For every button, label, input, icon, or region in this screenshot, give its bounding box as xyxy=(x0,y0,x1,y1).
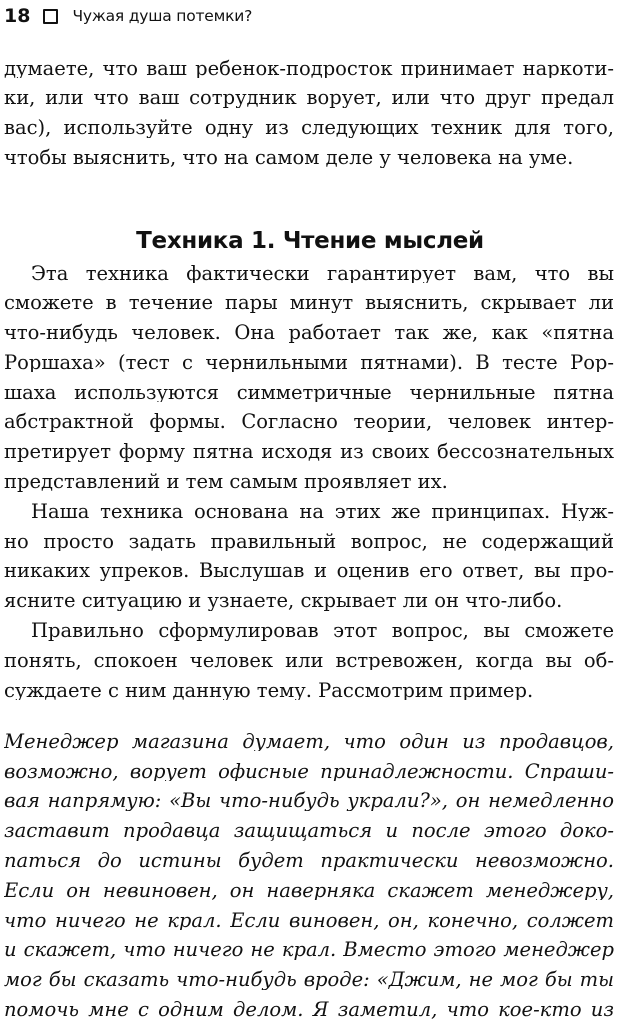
paragraph-1-line: что-нибудь человек. Она работает так же, как «пятна xyxy=(4,323,614,343)
paragraph-1-line: претирует форму пятна исходя из своих бессознательных xyxy=(4,442,614,462)
example-line: паться до истины будет практически невозможно. xyxy=(4,851,614,871)
intro-line: думаете, что ваш ребенок-подросток принимает наркоти- xyxy=(4,58,614,79)
paragraph-2-line: но просто задать правильный вопрос, не содержащий xyxy=(4,531,614,552)
paragraph-3-line: Правильно сформулировав этот вопрос, вы сможете xyxy=(31,621,614,641)
paragraph-1-line: шаха используются симметричные чернильные пятна xyxy=(4,382,614,403)
intro-line: чтобы выяснить, что на самом деле у человека на уме. xyxy=(4,148,574,168)
page-number: 18 xyxy=(4,5,31,27)
paragraph-1-line: сможете в течение пары минут выяснить, скрывает ли xyxy=(4,293,614,313)
example-line: вая напрямую: «Вы что-нибудь украли?», он немедленно xyxy=(4,791,614,811)
paragraph-2-line: ясните ситуацию и узнаете, скрывает ли он что-либо. xyxy=(4,591,563,611)
paragraph-3-line: суждаете с ним данную тему. Рассмотрим пример. xyxy=(4,680,534,701)
running-title: Чужая душа потемки? xyxy=(72,7,253,25)
example-line: что ничего не крал. Если виновен, он, конечно, солжет xyxy=(4,910,614,931)
paragraph-1-line: абстрактной формы. Согласно теории, человек интер- xyxy=(4,412,614,432)
paragraph-1-line: Эта техника фактически гарантирует вам, что вы xyxy=(31,263,614,283)
example-line: Менеджер магазина думает, что один из продавцов, xyxy=(4,731,614,752)
square-bullet-icon xyxy=(43,9,58,24)
example-line: мог бы сказать что-нибудь вроде: «Джим, не мог бы ты xyxy=(4,970,614,990)
paragraph-1-line: представлений и тем самым проявляет их. xyxy=(4,472,448,492)
paragraph-2-line: никаких упреков. Выслушав и оценив его ответ, вы про- xyxy=(4,561,614,581)
example-line: возможно, ворует офисные принадлежности. Спраши- xyxy=(4,761,614,782)
example-line: помочь мне с одним делом. Я заметил, что кое-кто из xyxy=(4,1000,614,1020)
intro-line: ки, или что ваш сотрудник ворует, или что друг предал xyxy=(4,88,614,108)
paragraph-3-line: понять, спокоен человек или встревожен, когда вы об- xyxy=(4,650,614,671)
intro-line: вас), используйте одну из следующих техник для того, xyxy=(4,118,614,138)
example-line: и скажет, что ничего не крал. Вместо этого менеджер xyxy=(4,940,614,960)
section-heading: Техника 1. Чтение мыслей xyxy=(136,228,484,254)
running-header xyxy=(4,3,252,29)
paragraph-1-line: Роршаха» (тест с чернильными пятнами). В тесте Рор- xyxy=(4,352,614,373)
paragraph-2-line: Наша техника основана на этих же принципах. Нуж- xyxy=(31,501,614,522)
example-line: Если он невиновен, он наверняка скажет менеджеру, xyxy=(4,880,614,901)
example-line: заставит продавца защищаться и после этого доко- xyxy=(4,821,614,841)
